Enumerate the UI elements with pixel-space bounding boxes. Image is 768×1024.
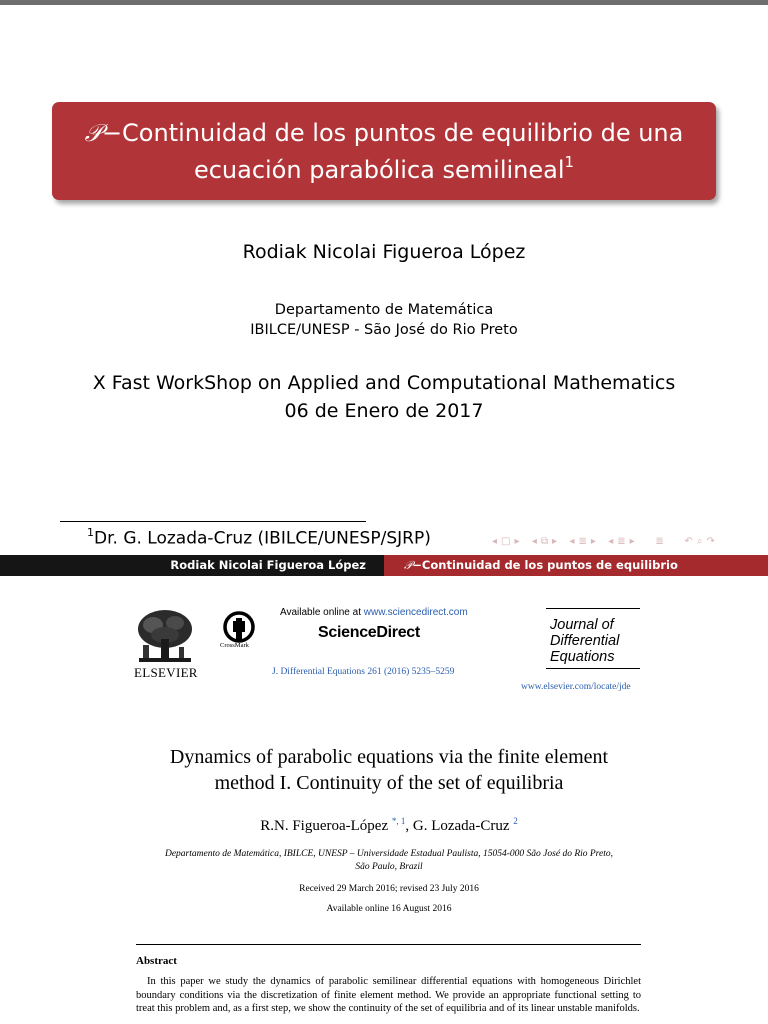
journal-link[interactable]: www.elsevier.com/locate/jde — [521, 682, 631, 692]
nav-forward-icon[interactable]: ↷ — [706, 536, 716, 547]
journal-rule-bottom — [546, 668, 640, 669]
nav-search-icon[interactable]: ⌕ — [696, 536, 704, 547]
slide-title-line2: ecuación parabólica semilineal$^1$ — [193, 153, 575, 184]
nav-prev-sub-icon[interactable]: ◂ — [531, 536, 538, 547]
institute: IBILCE/UNESP - São José do Rio Preto — [250, 322, 518, 338]
nav-section-icon[interactable]: ≣ — [578, 536, 588, 547]
nav-back-icon[interactable]: ↶ — [684, 536, 694, 547]
nav-prev-icon[interactable]: ◂ — [492, 536, 499, 547]
slide-institution — [0, 300, 768, 340]
received-date: Received 29 March 2016; revised 23 July 2016 — [299, 884, 479, 894]
footer-author: Rodiak Nicolai Figueroa López — [0, 555, 384, 576]
journal-title: Journal of Differential Equations — [550, 617, 620, 665]
sciencedirect-link[interactable]: www.sciencedirect.com — [363, 607, 468, 618]
event-date: 06 de Enero de 2017 — [284, 400, 484, 422]
slide-author: Rodiak Nicolai Figueroa López — [242, 241, 526, 263]
footer-title: 𝒫−Continuidad de los puntos de equilibrio — [384, 555, 768, 576]
nav-next-part-icon[interactable]: ▸ — [629, 536, 636, 547]
paper-dates — [0, 879, 768, 919]
paper-page — [0, 576, 768, 1024]
slide-event — [0, 369, 768, 425]
slide-title-box — [52, 102, 716, 200]
paper-affiliation: Departamento de Matemática, IBILCE, UNESP – Universidade Estadual Paulista, 15054-000 São José do Rio Preto, São Paulo, Brazil — [164, 849, 614, 872]
crossmark-label: CrossMark — [220, 642, 249, 649]
abstract-heading: Abstract — [136, 955, 177, 967]
beamer-navigation — [492, 536, 719, 547]
paper-authors: R.N. Figueroa-López $^{*, 1}$, G. Lozada-Cruz $^2$ — [260, 816, 518, 834]
available-online: Available online at www.sciencedirect.com — [280, 607, 468, 618]
sciencedirect-wordmark: ScienceDirect — [318, 624, 420, 641]
available-date: Available online 16 August 2016 — [326, 904, 452, 914]
elsevier-label: ELSEVIER — [134, 665, 198, 680]
slide-title-line1: 𝒫−Continuidad de los puntos de equilibrio de una — [84, 119, 684, 147]
slide-footer — [0, 555, 768, 576]
nav-prev-part-icon[interactable]: ◂ — [608, 536, 615, 547]
nav-next-sub-icon[interactable]: ▸ — [552, 536, 559, 547]
nav-subsection-icon[interactable]: ⧉ — [540, 536, 550, 547]
event-name: X Fast WorkShop on Applied and Computational Mathematics — [92, 372, 676, 394]
nav-frame-icon[interactable]: □ — [501, 536, 512, 547]
abstract-text: In this paper we study the dynamics of parabolic semilinear differential equations with homogeneous Dirichlet boundary conditions via the discretization of finite element method. We provide an appropriate functional setting to treat this problem and, as a first step, we show the continuity of the set of equilibria and of its linear unstable manifolds. — [136, 976, 641, 1014]
nav-part-icon[interactable]: ≣ — [617, 536, 627, 547]
nav-prev-sec-icon[interactable]: ◂ — [569, 536, 576, 547]
slide-footnote: $^1$Dr. G. Lozada-Cruz (IBILCE/UNESP/SJRP) — [87, 526, 431, 549]
title-footnote-mark: 1 — [564, 153, 575, 171]
nav-next-icon[interactable]: ▸ — [514, 536, 521, 547]
journal-rule-top — [546, 608, 640, 609]
nav-next-sec-icon[interactable]: ▸ — [590, 536, 597, 547]
slide-top-bar — [0, 0, 768, 5]
footnote-rule — [60, 521, 366, 522]
journal-citation[interactable]: J. Differential Equations 261 (2016) 5235–5259 — [272, 667, 455, 677]
department: Departamento de Matemática — [274, 302, 494, 318]
elsevier-tree-logo — [135, 609, 195, 665]
p-symbol: 𝒫 — [84, 119, 102, 147]
abstract-rule — [136, 944, 641, 945]
nav-toc-icon[interactable]: ≣ — [655, 536, 665, 547]
paper-title: Dynamics of parabolic equations via the finite element method I. Continuity of the set of equilibria — [169, 746, 609, 794]
